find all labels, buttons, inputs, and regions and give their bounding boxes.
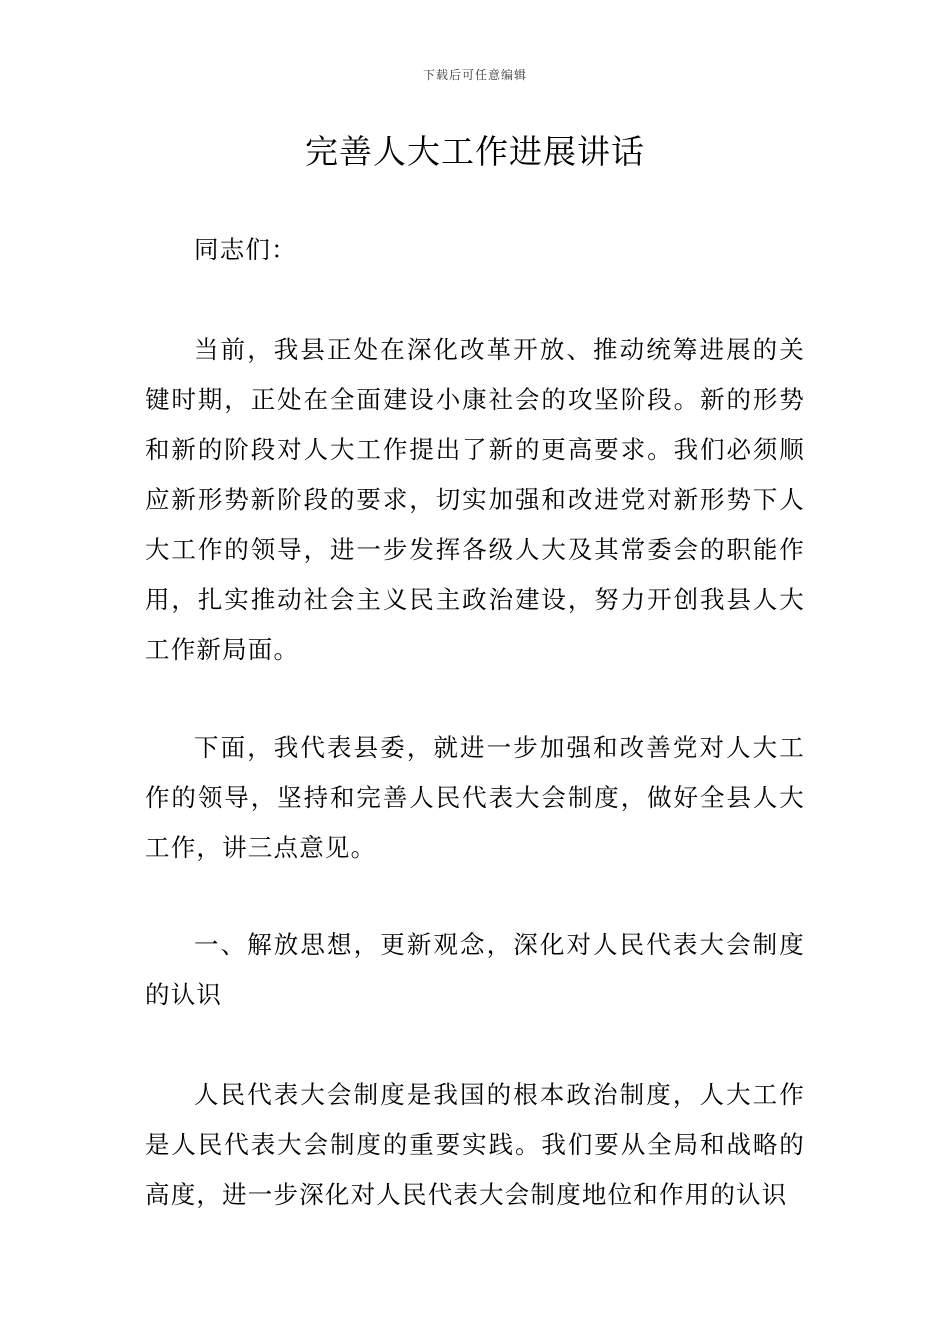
paragraph: 下面，我代表县委，就进一步加强和改善党对人大工作的领导，坚持和完善人民代表大会制度，做好全县人大工作，讲三点意见。: [145, 733, 805, 862]
header-note: 下载后可任意编辑: [422, 68, 527, 82]
document-title: 完善人大工作进展讲话: [305, 132, 645, 171]
paragraph-block-1: [145, 325, 805, 675]
salutation: 同志们：: [194, 235, 297, 264]
section-heading: 一、解放思想，更新观念，深化对人民代表大会制度的认识: [145, 930, 805, 1009]
paragraph: 当前，我县正处在深化改革开放、推动统筹进展的关键时期，正处在全面建设小康社会的攻坚阶段。新的形势和新的阶段对人大工作提出了新的更高要求。我们必须顺应新形势新阶段的要求，切实加强和改进党对新形势下人大工作的领导，进一步发挥各级人大及其常委会的职能作用，扎实推动社会主义民主政治建设，努力开创我县人大工作新局面。: [145, 335, 805, 664]
paragraph-block-3: [145, 1070, 805, 1220]
paragraph-block-2: [145, 723, 805, 873]
paragraph: 人民代表大会制度是我国的根本政治制度，人大工作是人民代表大会制度的重要实践。我们要从全局和战略的高度，进一步深化对人民代表大会制度地位和作用的认识: [145, 1080, 805, 1209]
section-heading-block: [145, 920, 805, 1020]
salutation-block: [145, 225, 805, 275]
